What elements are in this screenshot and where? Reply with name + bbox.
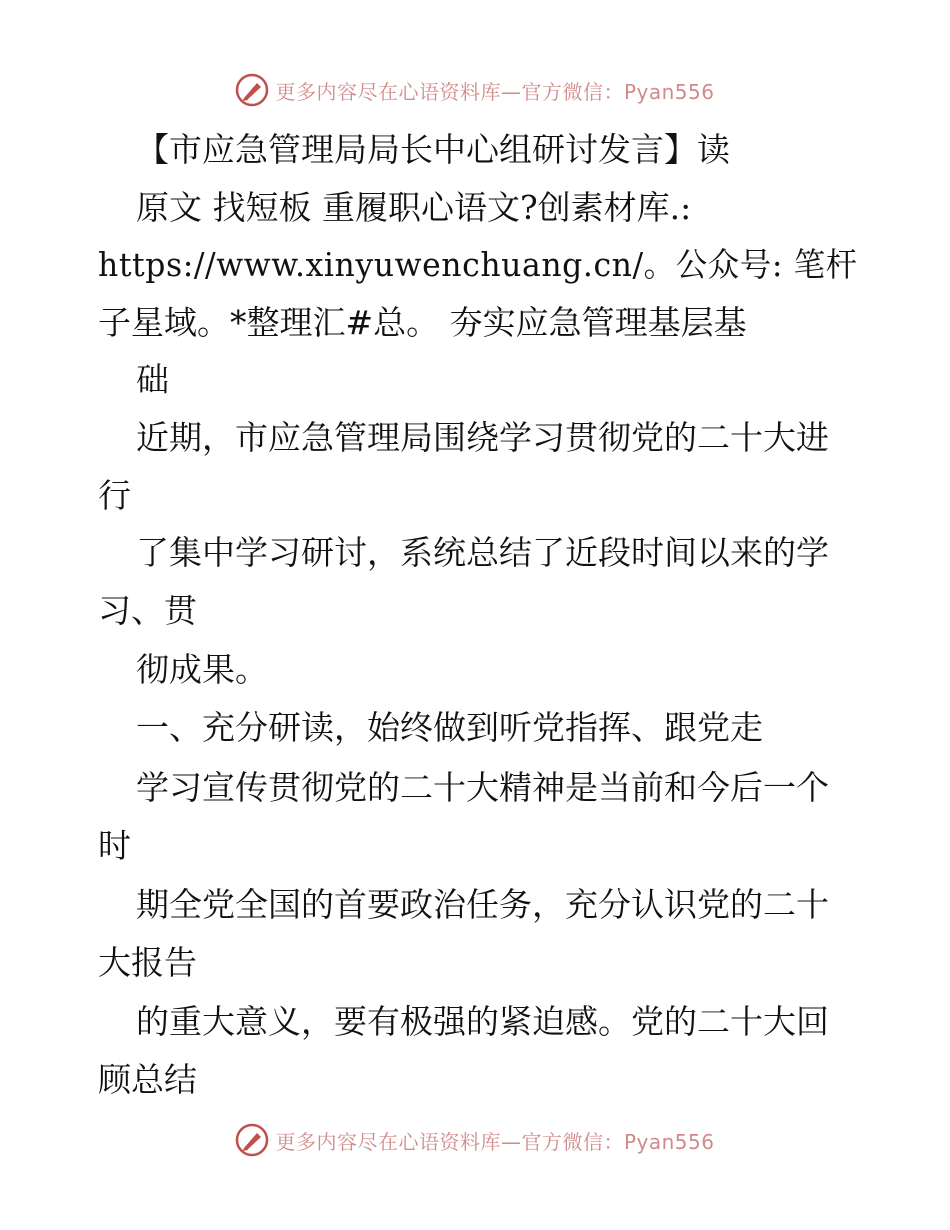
header-watermark-banner — [0, 70, 950, 110]
paragraph-line: 彻成果。 — [136, 650, 268, 689]
pen-nib-logo-icon — [235, 73, 269, 107]
section-heading-1: 一、充分研读，始终做到听党指挥、跟党走 — [136, 708, 763, 747]
doc-line-4: 子星域。*整理汇#总。 夯实应急管理基层基 — [98, 303, 747, 342]
doc-title-line-2: 原文 找短板 重履职心语文?创素材库.: — [136, 188, 692, 227]
doc-title-line-1: 【市应急管理局局长中心组研讨发言】读 — [136, 130, 730, 169]
paragraph-line: 顾总结 — [98, 1060, 197, 1099]
paragraph-line: 学习宣传贯彻党的二十大精神是当前和今后一个 — [136, 768, 829, 807]
paragraph-line: 时 — [98, 826, 131, 865]
paragraph-line: 的重大意义，要有极强的紧迫感。党的二十大回 — [136, 1002, 829, 1041]
paragraph-line: 大报告 — [98, 943, 197, 982]
doc-line-5: 础 — [136, 360, 169, 399]
header-watermark-text: 更多内容尽在心语资料库—官方微信：Pyan556 — [275, 79, 715, 104]
paragraph-line: 近期，市应急管理局围绕学习贯彻党的二十大进 — [136, 418, 829, 457]
footer-watermark-text: 更多内容尽在心语资料库—官方微信：Pyan556 — [275, 1129, 715, 1154]
paragraph-line: 行 — [98, 476, 131, 515]
paragraph-line: 期全党全国的首要政治任务，充分认识党的二十 — [136, 885, 829, 924]
paragraph-line: 了集中学习研讨，系统总结了近段时间以来的学 — [136, 533, 829, 572]
paragraph-line: 习、贯 — [98, 591, 197, 630]
pen-nib-logo-icon — [235, 1123, 269, 1157]
footer-watermark-banner — [0, 1120, 950, 1160]
doc-line-url: https://www.xinyuwenchuang.cn/。公众号: 笔杆 — [98, 245, 858, 284]
